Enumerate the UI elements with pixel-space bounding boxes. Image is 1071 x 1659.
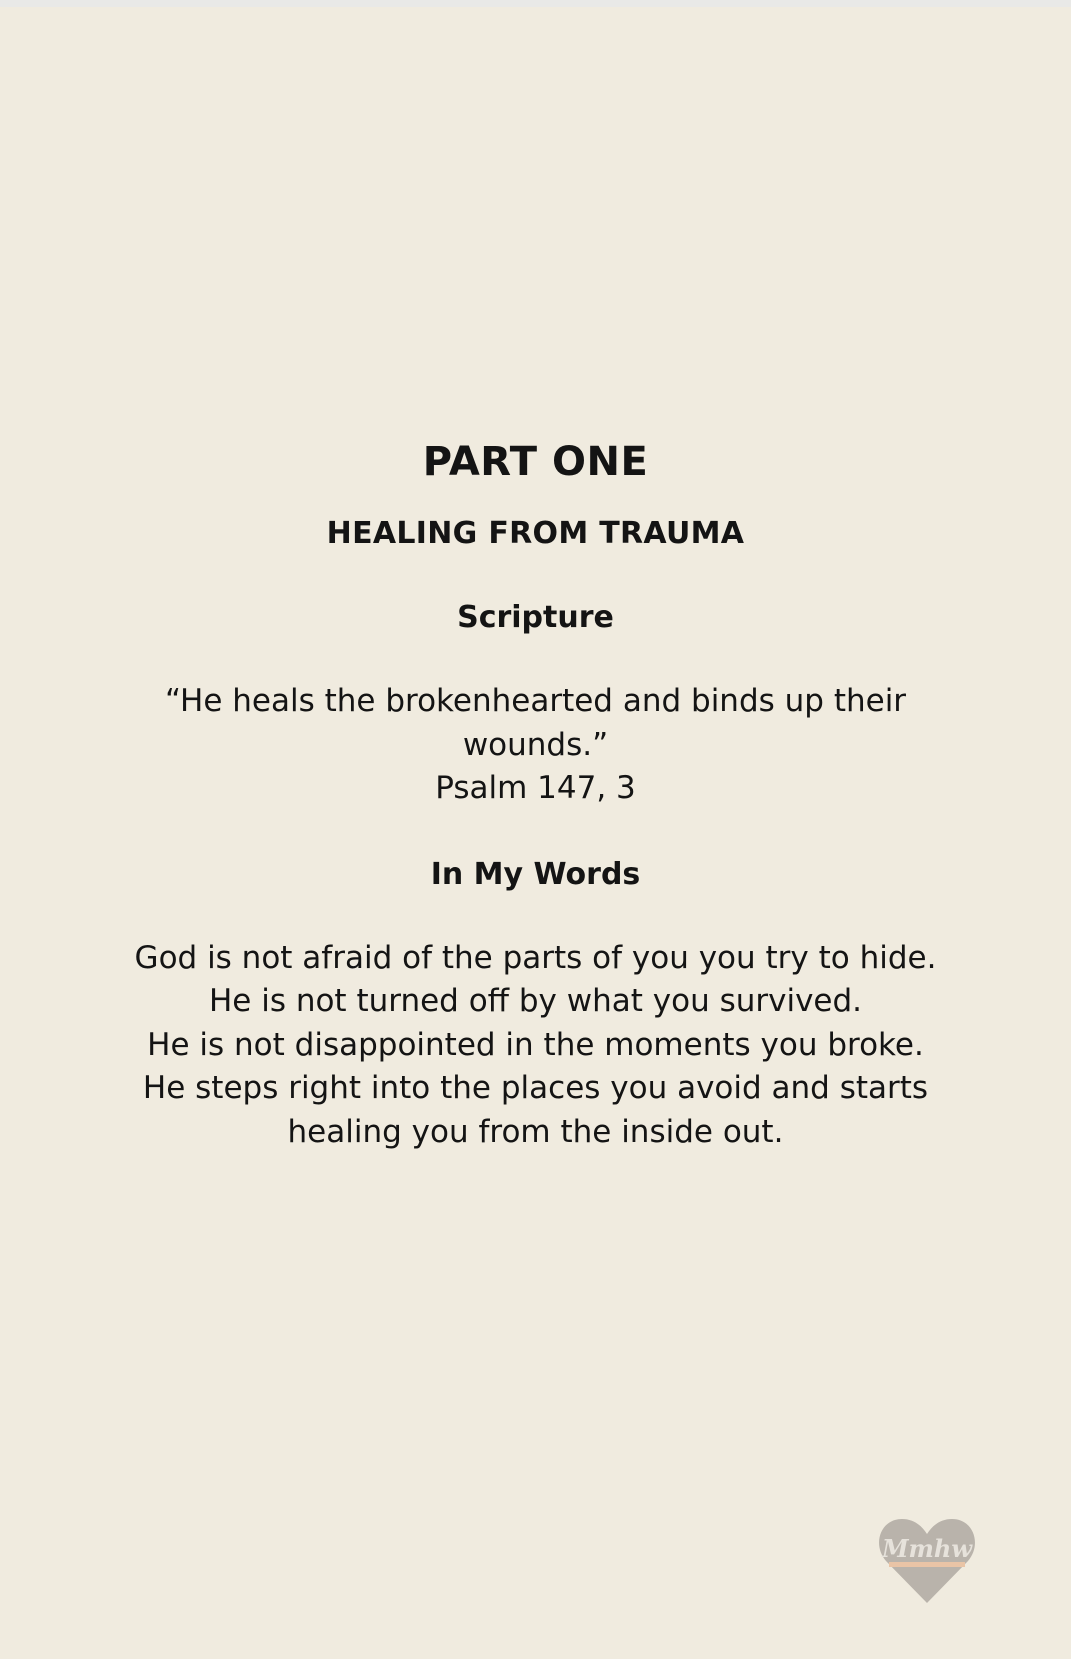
reflection-line: He steps right into the places you avoid and starts healing you from the inside out. — [142, 1070, 929, 1150]
reflection-line: God is not afraid of the parts of you you try to hide. — [134, 939, 937, 976]
reflection-line: He is not turned off by what you survived. — [208, 983, 863, 1019]
part-title: PART ONE — [422, 439, 649, 485]
section-title: HEALING FROM TRAUMA — [326, 516, 745, 551]
scripture-heading: Scripture — [457, 600, 614, 635]
logo-text: Mmhw — [881, 1534, 973, 1563]
heart-icon — [878, 1515, 976, 1605]
reflection-text — [100, 937, 971, 1155]
scripture-quote: “He heals the brokenhearted and binds up their wounds.” — [164, 683, 907, 763]
page-content — [100, 432, 971, 1154]
reflection-line: He is not disappointed in the moments you broke. — [147, 1026, 924, 1063]
scripture-citation: Psalm 147, 3 — [435, 770, 636, 806]
reflection-heading: In My Words — [430, 856, 641, 892]
